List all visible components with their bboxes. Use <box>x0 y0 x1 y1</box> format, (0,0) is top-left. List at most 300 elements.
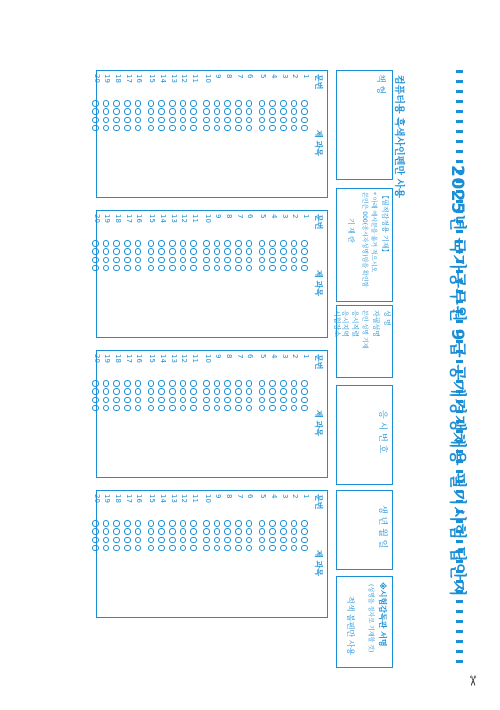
answer-bubble[interactable] <box>113 537 120 544</box>
answer-bubble[interactable] <box>235 397 242 404</box>
answer-bubble[interactable] <box>169 125 176 132</box>
answer-bubble[interactable] <box>235 265 242 272</box>
answer-bubble[interactable] <box>103 125 110 132</box>
answer-bubble[interactable] <box>280 545 287 552</box>
answer-bubble[interactable] <box>203 537 210 544</box>
answer-bubble[interactable] <box>169 108 176 115</box>
answer-bubble[interactable] <box>224 545 231 552</box>
answer-bubble[interactable] <box>269 380 276 387</box>
answer-bubble[interactable] <box>113 545 120 552</box>
answer-bubble[interactable] <box>203 240 210 247</box>
answer-bubble[interactable] <box>301 405 308 412</box>
answer-bubble[interactable] <box>190 380 197 387</box>
answer-bubble[interactable] <box>235 108 242 115</box>
answer-bubble[interactable] <box>224 537 231 544</box>
answer-bubble[interactable] <box>135 248 142 255</box>
answer-bubble[interactable] <box>246 405 253 412</box>
answer-bubble[interactable] <box>92 117 99 124</box>
answer-bubble[interactable] <box>235 405 242 412</box>
answer-bubble[interactable] <box>259 520 266 527</box>
answer-bubble[interactable] <box>103 117 110 124</box>
answer-bubble[interactable] <box>246 257 253 264</box>
answer-bubble[interactable] <box>124 117 131 124</box>
answer-bubble[interactable] <box>203 108 210 115</box>
answer-bubble[interactable] <box>113 380 120 387</box>
answer-bubble[interactable] <box>124 257 131 264</box>
answer-bubble[interactable] <box>259 380 266 387</box>
answer-bubble[interactable] <box>224 405 231 412</box>
answer-bubble[interactable] <box>291 108 298 115</box>
answer-bubble[interactable] <box>169 397 176 404</box>
answer-bubble[interactable] <box>169 380 176 387</box>
answer-bubble[interactable] <box>148 257 155 264</box>
answer-bubble[interactable] <box>224 397 231 404</box>
answer-bubble[interactable] <box>180 388 187 395</box>
answer-bubble[interactable] <box>148 248 155 255</box>
answer-bubble[interactable] <box>224 240 231 247</box>
answer-bubble[interactable] <box>291 380 298 387</box>
answer-bubble[interactable] <box>203 545 210 552</box>
answer-bubble[interactable] <box>180 537 187 544</box>
answer-bubble[interactable] <box>291 520 298 527</box>
answer-bubble[interactable] <box>280 528 287 535</box>
answer-bubble[interactable] <box>92 265 99 272</box>
answer-bubble[interactable] <box>301 380 308 387</box>
answer-bubble[interactable] <box>113 257 120 264</box>
answer-bubble[interactable] <box>148 380 155 387</box>
answer-bubble[interactable] <box>291 100 298 107</box>
answer-bubble[interactable] <box>124 405 131 412</box>
answer-bubble[interactable] <box>291 397 298 404</box>
answer-bubble[interactable] <box>190 240 197 247</box>
answer-bubble[interactable] <box>158 125 165 132</box>
answer-bubble[interactable] <box>214 397 221 404</box>
answer-bubble[interactable] <box>246 117 253 124</box>
answer-bubble[interactable] <box>92 545 99 552</box>
answer-bubble[interactable] <box>224 248 231 255</box>
answer-bubble[interactable] <box>135 388 142 395</box>
answer-bubble[interactable] <box>135 537 142 544</box>
answer-bubble[interactable] <box>103 537 110 544</box>
answer-bubble[interactable] <box>148 545 155 552</box>
answer-bubble[interactable] <box>92 125 99 132</box>
answer-bubble[interactable] <box>92 380 99 387</box>
answer-bubble[interactable] <box>180 397 187 404</box>
answer-bubble[interactable] <box>190 108 197 115</box>
answer-bubble[interactable] <box>124 125 131 132</box>
answer-bubble[interactable] <box>169 248 176 255</box>
answer-bubble[interactable] <box>124 108 131 115</box>
answer-bubble[interactable] <box>259 108 266 115</box>
answer-bubble[interactable] <box>214 108 221 115</box>
answer-bubble[interactable] <box>113 405 120 412</box>
answer-bubble[interactable] <box>190 257 197 264</box>
answer-bubble[interactable] <box>301 117 308 124</box>
answer-bubble[interactable] <box>280 397 287 404</box>
answer-bubble[interactable] <box>291 388 298 395</box>
answer-bubble[interactable] <box>103 100 110 107</box>
answer-bubble[interactable] <box>246 100 253 107</box>
answer-bubble[interactable] <box>301 537 308 544</box>
answer-bubble[interactable] <box>291 265 298 272</box>
answer-bubble[interactable] <box>190 388 197 395</box>
answer-bubble[interactable] <box>235 100 242 107</box>
answer-bubble[interactable] <box>158 117 165 124</box>
answer-bubble[interactable] <box>291 117 298 124</box>
exam-region-label[interactable]: 응시지역 <box>341 310 349 338</box>
answer-bubble[interactable] <box>180 257 187 264</box>
answer-bubble[interactable] <box>135 117 142 124</box>
answer-bubble[interactable] <box>103 240 110 247</box>
answer-bubble[interactable] <box>148 100 155 107</box>
answer-bubble[interactable] <box>113 100 120 107</box>
answer-bubble[interactable] <box>246 388 253 395</box>
answer-bubble[interactable] <box>214 388 221 395</box>
answer-bubble[interactable] <box>214 405 221 412</box>
answer-bubble[interactable] <box>158 265 165 272</box>
answer-bubble[interactable] <box>280 240 287 247</box>
answer-bubble[interactable] <box>180 520 187 527</box>
answer-bubble[interactable] <box>203 380 210 387</box>
answer-bubble[interactable] <box>301 108 308 115</box>
answer-bubble[interactable] <box>124 100 131 107</box>
answer-bubble[interactable] <box>301 397 308 404</box>
answer-bubble[interactable] <box>113 108 120 115</box>
answer-bubble[interactable] <box>158 248 165 255</box>
answer-bubble[interactable] <box>259 100 266 107</box>
answer-bubble[interactable] <box>180 240 187 247</box>
answer-bubble[interactable] <box>124 265 131 272</box>
answer-bubble[interactable] <box>259 545 266 552</box>
answer-bubble[interactable] <box>269 528 276 535</box>
answer-bubble[interactable] <box>158 108 165 115</box>
answer-bubble[interactable] <box>246 240 253 247</box>
answer-bubble[interactable] <box>180 125 187 132</box>
answer-bubble[interactable] <box>301 265 308 272</box>
answer-bubble[interactable] <box>113 265 120 272</box>
answer-bubble[interactable] <box>301 240 308 247</box>
answer-bubble[interactable] <box>224 265 231 272</box>
answer-bubble[interactable] <box>214 240 221 247</box>
answer-bubble[interactable] <box>113 240 120 247</box>
answer-bubble[interactable] <box>280 108 287 115</box>
answer-bubble[interactable] <box>148 405 155 412</box>
answer-bubble[interactable] <box>280 265 287 272</box>
answer-bubble[interactable] <box>301 125 308 132</box>
answer-bubble[interactable] <box>203 100 210 107</box>
answer-bubble[interactable] <box>158 528 165 535</box>
answer-bubble[interactable] <box>291 248 298 255</box>
answer-bubble[interactable] <box>148 537 155 544</box>
answer-bubble[interactable] <box>246 528 253 535</box>
answer-bubble[interactable] <box>246 265 253 272</box>
answer-bubble[interactable] <box>180 545 187 552</box>
answer-bubble[interactable] <box>148 125 155 132</box>
answer-bubble[interactable] <box>92 520 99 527</box>
answer-bubble[interactable] <box>269 397 276 404</box>
answer-bubble[interactable] <box>224 125 231 132</box>
answer-bubble[interactable] <box>291 528 298 535</box>
answer-bubble[interactable] <box>158 537 165 544</box>
answer-bubble[interactable] <box>148 108 155 115</box>
answer-bubble[interactable] <box>214 528 221 535</box>
answer-bubble[interactable] <box>269 108 276 115</box>
answer-bubble[interactable] <box>259 405 266 412</box>
answer-bubble[interactable] <box>214 117 221 124</box>
answer-bubble[interactable] <box>224 528 231 535</box>
answer-bubble[interactable] <box>169 545 176 552</box>
answer-bubble[interactable] <box>180 380 187 387</box>
answer-bubble[interactable] <box>203 248 210 255</box>
answer-bubble[interactable] <box>158 380 165 387</box>
answer-bubble[interactable] <box>291 257 298 264</box>
answer-bubble[interactable] <box>291 537 298 544</box>
exam-field-label[interactable]: 응시직렬 <box>351 310 359 338</box>
answer-bubble[interactable] <box>103 388 110 395</box>
answer-bubble[interactable] <box>203 388 210 395</box>
answer-bubble[interactable] <box>224 108 231 115</box>
answer-bubble[interactable] <box>235 257 242 264</box>
answer-bubble[interactable] <box>280 388 287 395</box>
answer-bubble[interactable] <box>235 117 242 124</box>
answer-bubble[interactable] <box>246 545 253 552</box>
answer-bubble[interactable] <box>92 537 99 544</box>
answer-bubble[interactable] <box>301 248 308 255</box>
answer-bubble[interactable] <box>158 388 165 395</box>
answer-bubble[interactable] <box>103 397 110 404</box>
answer-bubble[interactable] <box>235 537 242 544</box>
answer-bubble[interactable] <box>124 380 131 387</box>
answer-bubble[interactable] <box>224 117 231 124</box>
answer-bubble[interactable] <box>169 520 176 527</box>
answer-bubble[interactable] <box>92 405 99 412</box>
answer-bubble[interactable] <box>180 108 187 115</box>
answer-bubble[interactable] <box>148 528 155 535</box>
answer-bubble[interactable] <box>103 380 110 387</box>
answer-bubble[interactable] <box>269 545 276 552</box>
answer-bubble[interactable] <box>203 528 210 535</box>
answer-bubble[interactable] <box>124 537 131 544</box>
answer-bubble[interactable] <box>214 380 221 387</box>
exam-place-label[interactable]: 시험장소 <box>333 310 341 338</box>
answer-bubble[interactable] <box>291 125 298 132</box>
answer-bubble[interactable] <box>246 125 253 132</box>
answer-bubble[interactable] <box>259 125 266 132</box>
answer-bubble[interactable] <box>124 240 131 247</box>
answer-bubble[interactable] <box>203 405 210 412</box>
answer-bubble[interactable] <box>124 388 131 395</box>
answer-bubble[interactable] <box>158 545 165 552</box>
answer-bubble[interactable] <box>135 528 142 535</box>
answer-bubble[interactable] <box>301 545 308 552</box>
answer-bubble[interactable] <box>135 380 142 387</box>
answer-bubble[interactable] <box>92 388 99 395</box>
answer-bubble[interactable] <box>124 528 131 535</box>
answer-bubble[interactable] <box>92 528 99 535</box>
answer-bubble[interactable] <box>113 125 120 132</box>
answer-bubble[interactable] <box>214 265 221 272</box>
answer-bubble[interactable] <box>291 405 298 412</box>
answer-bubble[interactable] <box>158 240 165 247</box>
answer-bubble[interactable] <box>113 520 120 527</box>
answer-bubble[interactable] <box>135 125 142 132</box>
answer-bubble[interactable] <box>169 257 176 264</box>
answer-bubble[interactable] <box>280 405 287 412</box>
answer-bubble[interactable] <box>190 100 197 107</box>
answer-bubble[interactable] <box>214 520 221 527</box>
answer-bubble[interactable] <box>259 257 266 264</box>
answer-bubble[interactable] <box>269 125 276 132</box>
answer-bubble[interactable] <box>269 265 276 272</box>
answer-bubble[interactable] <box>235 380 242 387</box>
answer-bubble[interactable] <box>280 380 287 387</box>
answer-bubble[interactable] <box>124 397 131 404</box>
answer-bubble[interactable] <box>246 380 253 387</box>
answer-bubble[interactable] <box>148 388 155 395</box>
answer-bubble[interactable] <box>180 100 187 107</box>
answer-bubble[interactable] <box>190 528 197 535</box>
answer-bubble[interactable] <box>135 265 142 272</box>
answer-bubble[interactable] <box>124 520 131 527</box>
answer-bubble[interactable] <box>269 405 276 412</box>
answer-bubble[interactable] <box>259 528 266 535</box>
answer-bubble[interactable] <box>269 520 276 527</box>
answer-bubble[interactable] <box>224 520 231 527</box>
answer-bubble[interactable] <box>190 265 197 272</box>
answer-bubble[interactable] <box>203 397 210 404</box>
answer-bubble[interactable] <box>246 248 253 255</box>
answer-bubble[interactable] <box>269 117 276 124</box>
answer-bubble[interactable] <box>92 240 99 247</box>
answer-bubble[interactable] <box>92 108 99 115</box>
answer-bubble[interactable] <box>269 257 276 264</box>
answer-bubble[interactable] <box>235 520 242 527</box>
answer-bubble[interactable] <box>214 537 221 544</box>
answer-bubble[interactable] <box>190 125 197 132</box>
answer-bubble[interactable] <box>280 537 287 544</box>
answer-bubble[interactable] <box>169 100 176 107</box>
answer-bubble[interactable] <box>190 545 197 552</box>
answer-bubble[interactable] <box>214 125 221 132</box>
answer-bubble[interactable] <box>135 100 142 107</box>
answer-bubble[interactable] <box>203 520 210 527</box>
answer-bubble[interactable] <box>113 248 120 255</box>
answer-bubble[interactable] <box>235 528 242 535</box>
answer-bubble[interactable] <box>92 100 99 107</box>
answer-bubble[interactable] <box>180 248 187 255</box>
answer-bubble[interactable] <box>148 397 155 404</box>
answer-bubble[interactable] <box>180 405 187 412</box>
answer-bubble[interactable] <box>280 248 287 255</box>
self-name-hint[interactable]: 본인 성명 기재 <box>361 310 368 349</box>
answer-bubble[interactable] <box>235 545 242 552</box>
answer-bubble[interactable] <box>301 528 308 535</box>
answer-bubble[interactable] <box>148 265 155 272</box>
answer-bubble[interactable] <box>224 100 231 107</box>
answer-bubble[interactable] <box>259 117 266 124</box>
answer-bubble[interactable] <box>148 520 155 527</box>
answer-bubble[interactable] <box>291 240 298 247</box>
answer-bubble[interactable] <box>246 397 253 404</box>
answer-bubble[interactable] <box>203 257 210 264</box>
answer-bubble[interactable] <box>103 248 110 255</box>
answer-bubble[interactable] <box>169 240 176 247</box>
answer-bubble[interactable] <box>124 248 131 255</box>
answer-bubble[interactable] <box>259 265 266 272</box>
answer-bubble[interactable] <box>148 117 155 124</box>
answer-bubble[interactable] <box>203 117 210 124</box>
answer-bubble[interactable] <box>169 265 176 272</box>
answer-bubble[interactable] <box>158 100 165 107</box>
answer-bubble[interactable] <box>301 257 308 264</box>
answer-bubble[interactable] <box>280 520 287 527</box>
answer-bubble[interactable] <box>269 388 276 395</box>
answer-bubble[interactable] <box>280 117 287 124</box>
answer-bubble[interactable] <box>246 520 253 527</box>
answer-bubble[interactable] <box>214 545 221 552</box>
answer-bubble[interactable] <box>269 248 276 255</box>
answer-bubble[interactable] <box>180 265 187 272</box>
answer-bubble[interactable] <box>259 537 266 544</box>
answer-bubble[interactable] <box>180 117 187 124</box>
answer-bubble[interactable] <box>301 388 308 395</box>
answer-bubble[interactable] <box>158 405 165 412</box>
answer-bubble[interactable] <box>280 257 287 264</box>
answer-bubble[interactable] <box>113 528 120 535</box>
answer-bubble[interactable] <box>203 125 210 132</box>
answer-bubble[interactable] <box>269 240 276 247</box>
answer-bubble[interactable] <box>135 257 142 264</box>
answer-bubble[interactable] <box>135 397 142 404</box>
answer-bubble[interactable] <box>103 528 110 535</box>
answer-bubble[interactable] <box>169 405 176 412</box>
answer-bubble[interactable] <box>113 388 120 395</box>
answer-bubble[interactable] <box>135 545 142 552</box>
answer-bubble[interactable] <box>92 248 99 255</box>
answer-bubble[interactable] <box>158 257 165 264</box>
answer-bubble[interactable] <box>259 240 266 247</box>
answer-bubble[interactable] <box>103 257 110 264</box>
answer-bubble[interactable] <box>269 100 276 107</box>
answer-bubble[interactable] <box>135 108 142 115</box>
answer-bubble[interactable] <box>203 265 210 272</box>
answer-bubble[interactable] <box>259 397 266 404</box>
answer-bubble[interactable] <box>92 257 99 264</box>
answer-bubble[interactable] <box>280 125 287 132</box>
answer-bubble[interactable] <box>214 100 221 107</box>
answer-bubble[interactable] <box>235 125 242 132</box>
answer-bubble[interactable] <box>269 537 276 544</box>
answer-bubble[interactable] <box>103 520 110 527</box>
answer-bubble[interactable] <box>169 537 176 544</box>
answer-bubble[interactable] <box>190 397 197 404</box>
answer-bubble[interactable] <box>235 248 242 255</box>
answer-bubble[interactable] <box>169 528 176 535</box>
answer-bubble[interactable] <box>113 117 120 124</box>
answer-bubble[interactable] <box>301 520 308 527</box>
answer-bubble[interactable] <box>214 248 221 255</box>
answer-bubble[interactable] <box>103 405 110 412</box>
answer-bubble[interactable] <box>235 388 242 395</box>
answer-bubble[interactable] <box>214 257 221 264</box>
answer-bubble[interactable] <box>259 388 266 395</box>
answer-bubble[interactable] <box>190 405 197 412</box>
answer-bubble[interactable] <box>103 265 110 272</box>
answer-bubble[interactable] <box>180 528 187 535</box>
answer-bubble[interactable] <box>113 397 120 404</box>
answer-bubble[interactable] <box>92 397 99 404</box>
answer-bubble[interactable] <box>224 388 231 395</box>
